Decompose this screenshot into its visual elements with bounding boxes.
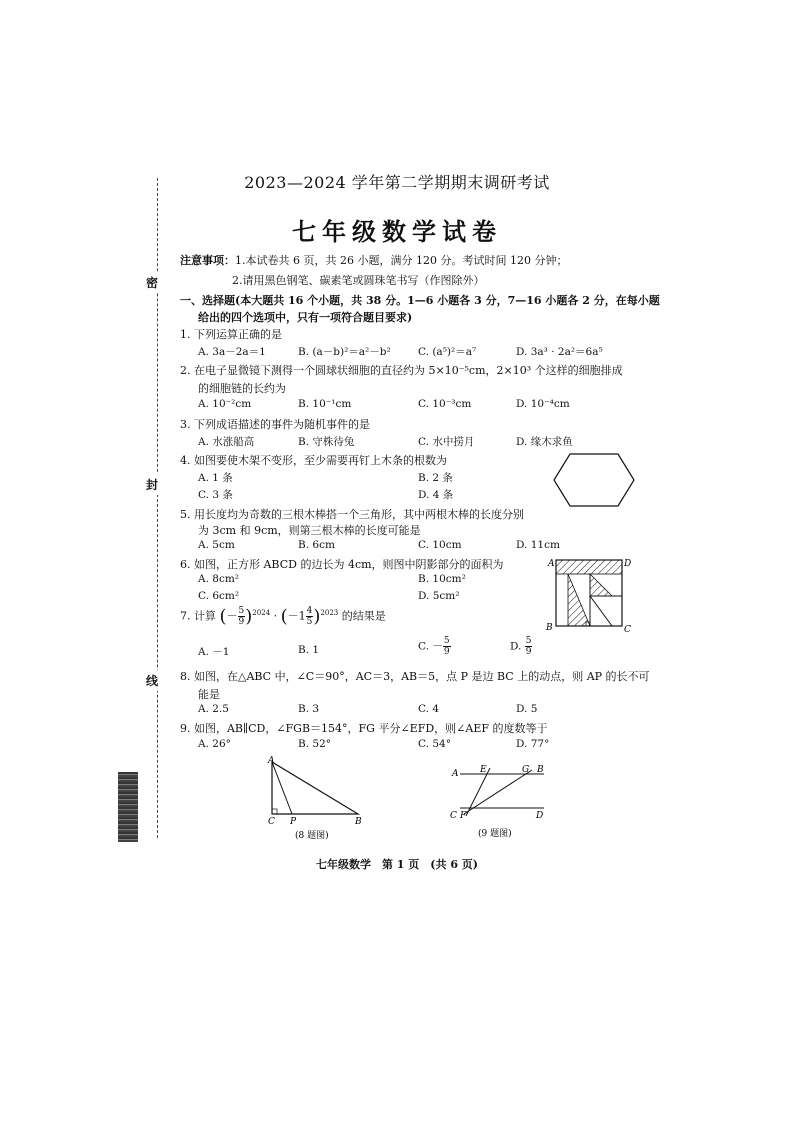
q7-f1-den: 9 <box>238 617 245 627</box>
q6-stem: 6. 如图，正方形 ABCD 的边长为 4cm，则图中阴影部分的面积为 <box>180 558 504 571</box>
q6-option-b: B. 10cm² <box>418 573 466 585</box>
q7-f2-den: 5 <box>306 617 313 627</box>
q7-c-den: 9 <box>443 647 450 657</box>
q5-stem-line1: 5. 用长度均为奇数的三根木棒搭一个三角形，其中两根木棒的长度分别 <box>180 508 524 521</box>
q4-hexagon-figure <box>552 452 636 508</box>
q7-f2-num: 4 <box>306 606 313 616</box>
q4-option-c: C. 3 条 <box>198 489 233 501</box>
q9-option-d: D. 77° <box>516 738 550 750</box>
q7-minus: － <box>226 609 238 623</box>
q7-prefix: 7. 计算 <box>180 609 216 623</box>
exam-title: 2023—2024 学年第二学期期末调研考试 <box>244 173 550 192</box>
q3-stem: 3. 下列成语描述的事件为随机事件的是 <box>180 418 370 431</box>
q9-stem: 9. 如图，AB∥CD，∠FGB＝154°，FG 平分∠EFD，则∠AEF 的度数等于 <box>180 722 548 735</box>
q3-option-d: D. 缘木求鱼 <box>516 436 573 448</box>
q5-option-a: A. 5cm <box>198 539 235 551</box>
q7-option-c-fraction <box>443 636 451 657</box>
q7-option-c <box>418 636 451 657</box>
q9-parallel-lines-figure <box>448 762 552 842</box>
q4-option-d: D. 4 条 <box>418 489 454 501</box>
q1-option-c: C. (a⁵)²＝a⁷ <box>418 346 477 358</box>
fig8-label-a: A <box>268 756 275 766</box>
fig9-label-e: E <box>480 765 487 775</box>
fig8-label-b: B <box>355 817 362 827</box>
q5-stem-line2: 为 3cm 和 9cm，则第三根木棒的长度可能是 <box>198 524 421 537</box>
q1-option-d: D. 3a³ · 2a²＝6a⁵ <box>516 346 603 358</box>
seal-char-mi: 密 <box>146 272 158 293</box>
q7-mixed-whole: －1 <box>287 609 306 623</box>
q7-suffix: 的结果是 <box>341 609 386 623</box>
seal-char-feng: 封 <box>146 474 158 495</box>
q7-d-den: 9 <box>525 647 532 657</box>
line-ef <box>466 768 490 816</box>
q7-option-d-fraction <box>525 636 533 657</box>
q7-d-num: 5 <box>525 636 532 646</box>
q7-option-d-prefix: D. <box>510 640 522 653</box>
section1-heading-line1: 一、选择题(本大题共 16 个小题，共 38 分。1—6 小题各 3 分，7—16 小题各 2 分，在每小题 <box>180 294 660 307</box>
triangle-abc <box>272 762 358 814</box>
fig9-label-g: G <box>522 765 530 775</box>
paper-title: 七年级数学试卷 <box>292 217 502 246</box>
q7-exp1: 2024 <box>252 608 271 617</box>
fig9-label-a: A <box>452 769 459 779</box>
notice-label: 注意事项： <box>180 254 235 267</box>
q8-option-c: C. 4 <box>418 703 440 715</box>
fig9-caption: (9 题图) <box>478 829 512 839</box>
hexagon-frame <box>554 454 634 506</box>
q4-stem: 4. 如图要使木架不变形，至少需要再钉上木条的根数为 <box>180 454 447 467</box>
q7-c-num: 5 <box>443 636 450 646</box>
q1-stem: 1. 下列运算正确的是 <box>180 328 282 341</box>
label-b: B <box>546 623 553 633</box>
q9-option-a: A. 26° <box>198 738 231 750</box>
notice-line1 <box>180 252 567 268</box>
q6-option-c: C. 6cm² <box>198 590 240 602</box>
fig8-caption: (8 题图) <box>295 831 329 841</box>
q9-option-c: C. 54° <box>418 738 451 750</box>
q6-option-a: A. 8cm² <box>198 573 239 585</box>
q9-option-b: B. 52° <box>298 738 332 750</box>
q7-option-a: A. －1 <box>198 646 230 658</box>
q3-option-b: B. 守株待兔 <box>298 436 355 448</box>
seal-char-xian: 线 <box>146 670 158 691</box>
q2-stem-line1: 2. 在电子显微镜下测得一个圆球状细胞的直径约为 5×10⁻⁵cm，2×10³ 个这样的细胞排成 <box>180 364 623 377</box>
q5-option-d: D. 11cm <box>516 539 560 551</box>
fig8-label-p: P <box>290 817 297 827</box>
q2-stem-line2: 的细胞链的长约为 <box>198 382 286 395</box>
q7-dot: · <box>273 609 278 623</box>
line-fg <box>464 770 532 814</box>
q4-option-a: A. 1 条 <box>198 472 233 484</box>
fig9-label-b: B <box>537 765 544 775</box>
q2-option-c: C. 10⁻³cm <box>418 398 472 410</box>
q8-stem-line2: 能是 <box>198 688 220 701</box>
scan-artifact <box>118 772 138 842</box>
q7-option-c-prefix: C. － <box>418 640 443 653</box>
segment-ap <box>272 762 292 814</box>
q4-option-b: B. 2 条 <box>418 472 453 484</box>
fig9-label-d: D <box>536 811 544 821</box>
q1-option-a: A. 3a－2a＝1 <box>198 346 266 358</box>
page-footer: 七年级数学 第 1 页 (共 6 页) <box>315 858 479 871</box>
q8-option-d: D. 5 <box>516 703 538 715</box>
q2-option-b: B. 10⁻¹cm <box>298 398 352 410</box>
q2-option-a: A. 10⁻²cm <box>198 398 252 410</box>
q2-option-d: D. 10⁻⁴cm <box>516 398 570 410</box>
q7-exp2: 2023 <box>320 608 339 617</box>
shaded-left-triangle <box>568 574 590 626</box>
label-a: A <box>548 559 555 569</box>
q3-option-a: A. 水涨船高 <box>198 436 255 448</box>
fig8-label-c: C <box>268 817 275 827</box>
shaded-top-strip <box>556 560 622 574</box>
q7-expression: 7. 计算 (－ $\frac{5}{9}$ )$^{2024}$ · (－1 $\frac{4}{5}$ )$^{2023}$ 的结果是 <box>180 606 386 627</box>
q8-stem-line1: 8. 如图，在△ABC 中，∠C＝90°，AC＝3，AB＝5，点 P 是边 BC 上的动点，则 AP 的长不可 <box>180 670 650 683</box>
q8-option-a: A. 2.5 <box>198 703 229 715</box>
q8-option-b: B. 3 <box>298 703 320 715</box>
q7-f1-num: 5 <box>238 606 245 616</box>
q5-option-c: C. 10cm <box>418 539 462 551</box>
q3-option-c: C. 水中捞月 <box>418 436 475 448</box>
label-d: D <box>624 559 632 569</box>
fig9-label-c: C <box>450 811 457 821</box>
notice-line2: 2.请用黑色钢笔、碳素笔或圆珠笔书写（作图除外） <box>232 274 485 287</box>
q6-option-d: D. 5cm² <box>418 590 460 602</box>
shaded-right-triangle <box>590 574 612 596</box>
q8-triangle-figure <box>262 756 372 842</box>
inner-diagonal-line <box>590 596 612 626</box>
notice-text1: 1.本试卷共 6 页，共 26 小题，满分 120 分。考试时间 120 分钟； <box>235 254 568 267</box>
right-angle-mark-c <box>272 809 277 814</box>
q6-square-figure <box>540 554 634 636</box>
q5-option-b: B. 6cm <box>298 539 335 551</box>
label-c: C <box>624 625 631 635</box>
q7-option-b: B. 1 <box>298 644 320 656</box>
section1-heading-line2: 给出的四个选项中，只有一项符合题目要求) <box>198 311 413 324</box>
q1-option-b: B. (a－b)²＝a²－b² <box>298 346 391 358</box>
q7-option-d <box>510 636 532 657</box>
fig9-label-f: F <box>460 811 467 821</box>
